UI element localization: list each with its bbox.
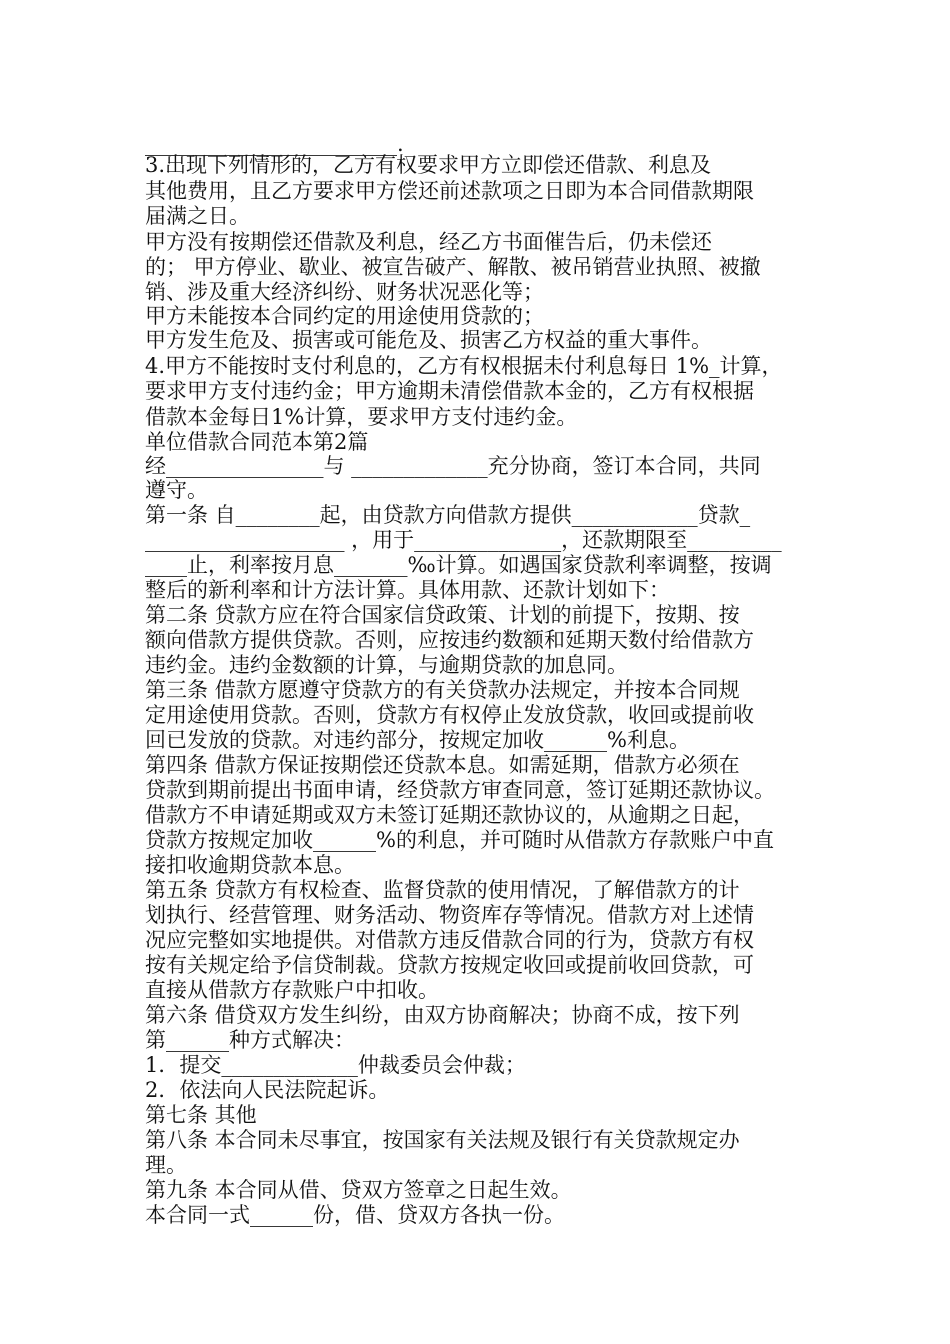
text-line: 要求甲方支付违约金；甲方逾期未清偿借款本金的，乙方有权根据	[145, 379, 754, 403]
text-line: 4.甲方不能按时支付利息的，乙方有权根据未付利息每日 1%_计算，	[145, 354, 783, 378]
text-line: 第八条 本合同未尽事宜，按国家有关法规及银行有关贷款规定办	[145, 1128, 740, 1152]
text-line: 1．提交_____________仲裁委员会仲裁；	[145, 1053, 526, 1077]
text-line: 第三条 借款方愿遵守贷款方的有关贷款办法规定，并按本合同规	[145, 678, 740, 702]
text-line: 接扣收逾期贷款本息。	[145, 853, 355, 877]
text-line: 本合同一式______份，借、贷双方各执一份。	[145, 1203, 565, 1227]
text-line: 整后的新利率和计方法计算。具体用款、还款计划如下：	[145, 578, 670, 602]
text-line: ________________________.	[145, 132, 404, 156]
text-line: 的； 甲方停业、歇业、被宣告破产、解散、被吊销营业执照、被撤	[145, 255, 761, 279]
text-line: 经_______________与 _____________充分协商，签订本合同，共同	[145, 454, 761, 478]
text-line: 第六条 借贷双方发生纠纷，由双方协商解决；协商不成，按下列	[145, 1003, 740, 1027]
text-line: 甲方未能按本合同约定的用途使用贷款的；	[145, 304, 544, 328]
text-line: 遵守。	[145, 478, 208, 502]
text-line: 额向借款方提供贷款。否则，应按违约数额和延期天数付给借款方	[145, 628, 754, 652]
text-line: 甲方发生危及、损害或可能危及、损害乙方权益的重大事件。	[145, 328, 712, 352]
text-line: 第______种方式解决：	[145, 1028, 355, 1052]
text-line: ____止，利率按月息_______‰计算。如遇国家贷款利率调整，按调	[145, 553, 772, 577]
text-line: 甲方没有按期偿还借款及利息，经乙方书面催告后，仍未偿还	[145, 230, 712, 254]
text-line: ___________________ ，用于______________，还款期限至_________	[145, 528, 782, 552]
text-line: 借款方不申请延期或双方未签订延期还款协议的，从逾期之日起，	[145, 803, 754, 827]
text-line: 其他费用，且乙方要求甲方偿还前述款项之日即为本合同借款期限	[145, 179, 754, 203]
text-line: 况应完整如实地提供。对借款方违反借款合同的行为，贷款方有权	[145, 928, 754, 952]
text-line: 销、涉及重大经济纠纷、财务状况恶化等；	[145, 280, 544, 304]
section-heading: 单位借款合同范本第2篇	[145, 430, 369, 454]
text-line: 理。	[145, 1153, 187, 1177]
text-line: 直接从借款方存款账户中扣收。	[145, 978, 439, 1002]
text-line: 回已发放的贷款。对违约部分，按规定加收______%利息。	[145, 728, 690, 752]
text-line: 2．依法向人民法院起诉。	[145, 1078, 390, 1102]
text-line: 贷款到期前提出书面申请，经贷款方审查同意，签订延期还款协议。	[145, 778, 775, 802]
text-line: 第四条 借款方保证按期偿还贷款本息。如需延期，借款方必须在	[145, 753, 740, 777]
text-line: 按有关规定给予信贷制裁。贷款方按规定收回或提前收回贷款，可	[145, 953, 754, 977]
text-line: 违约金。违约金数额的计算，与逾期贷款的加息同。	[145, 653, 628, 677]
text-line: 第二条 贷款方应在符合国家信贷政策、计划的前提下，按期、按	[145, 603, 740, 627]
text-line: 3.出现下列情形的，乙方有权要求甲方立即偿还借款、利息及	[145, 153, 712, 177]
text-line: 定用途使用贷款。否则，贷款方有权停止发放贷款，收回或提前收	[145, 703, 754, 727]
text-line: 第一条 自________起，由贷款方向借款方提供____________贷款_	[145, 503, 751, 527]
text-line: 贷款方按规定加收______%的利息，并可随时从借款方存款账户中直	[145, 828, 774, 852]
text-line: 第五条 贷款方有权检查、监督贷款的使用情况，了解借款方的计	[145, 878, 740, 902]
text-line: 第九条 本合同从借、贷双方签章之日起生效。	[145, 1178, 572, 1202]
text-line: 划执行、经营管理、财务活动、物资库存等情况。借款方对上述情	[145, 903, 754, 927]
text-line: 第七条 其他	[145, 1103, 257, 1127]
text-line: 借款本金每日1%计算，要求甲方支付违约金。	[145, 405, 578, 429]
text-line: 届满之日。	[145, 204, 250, 228]
